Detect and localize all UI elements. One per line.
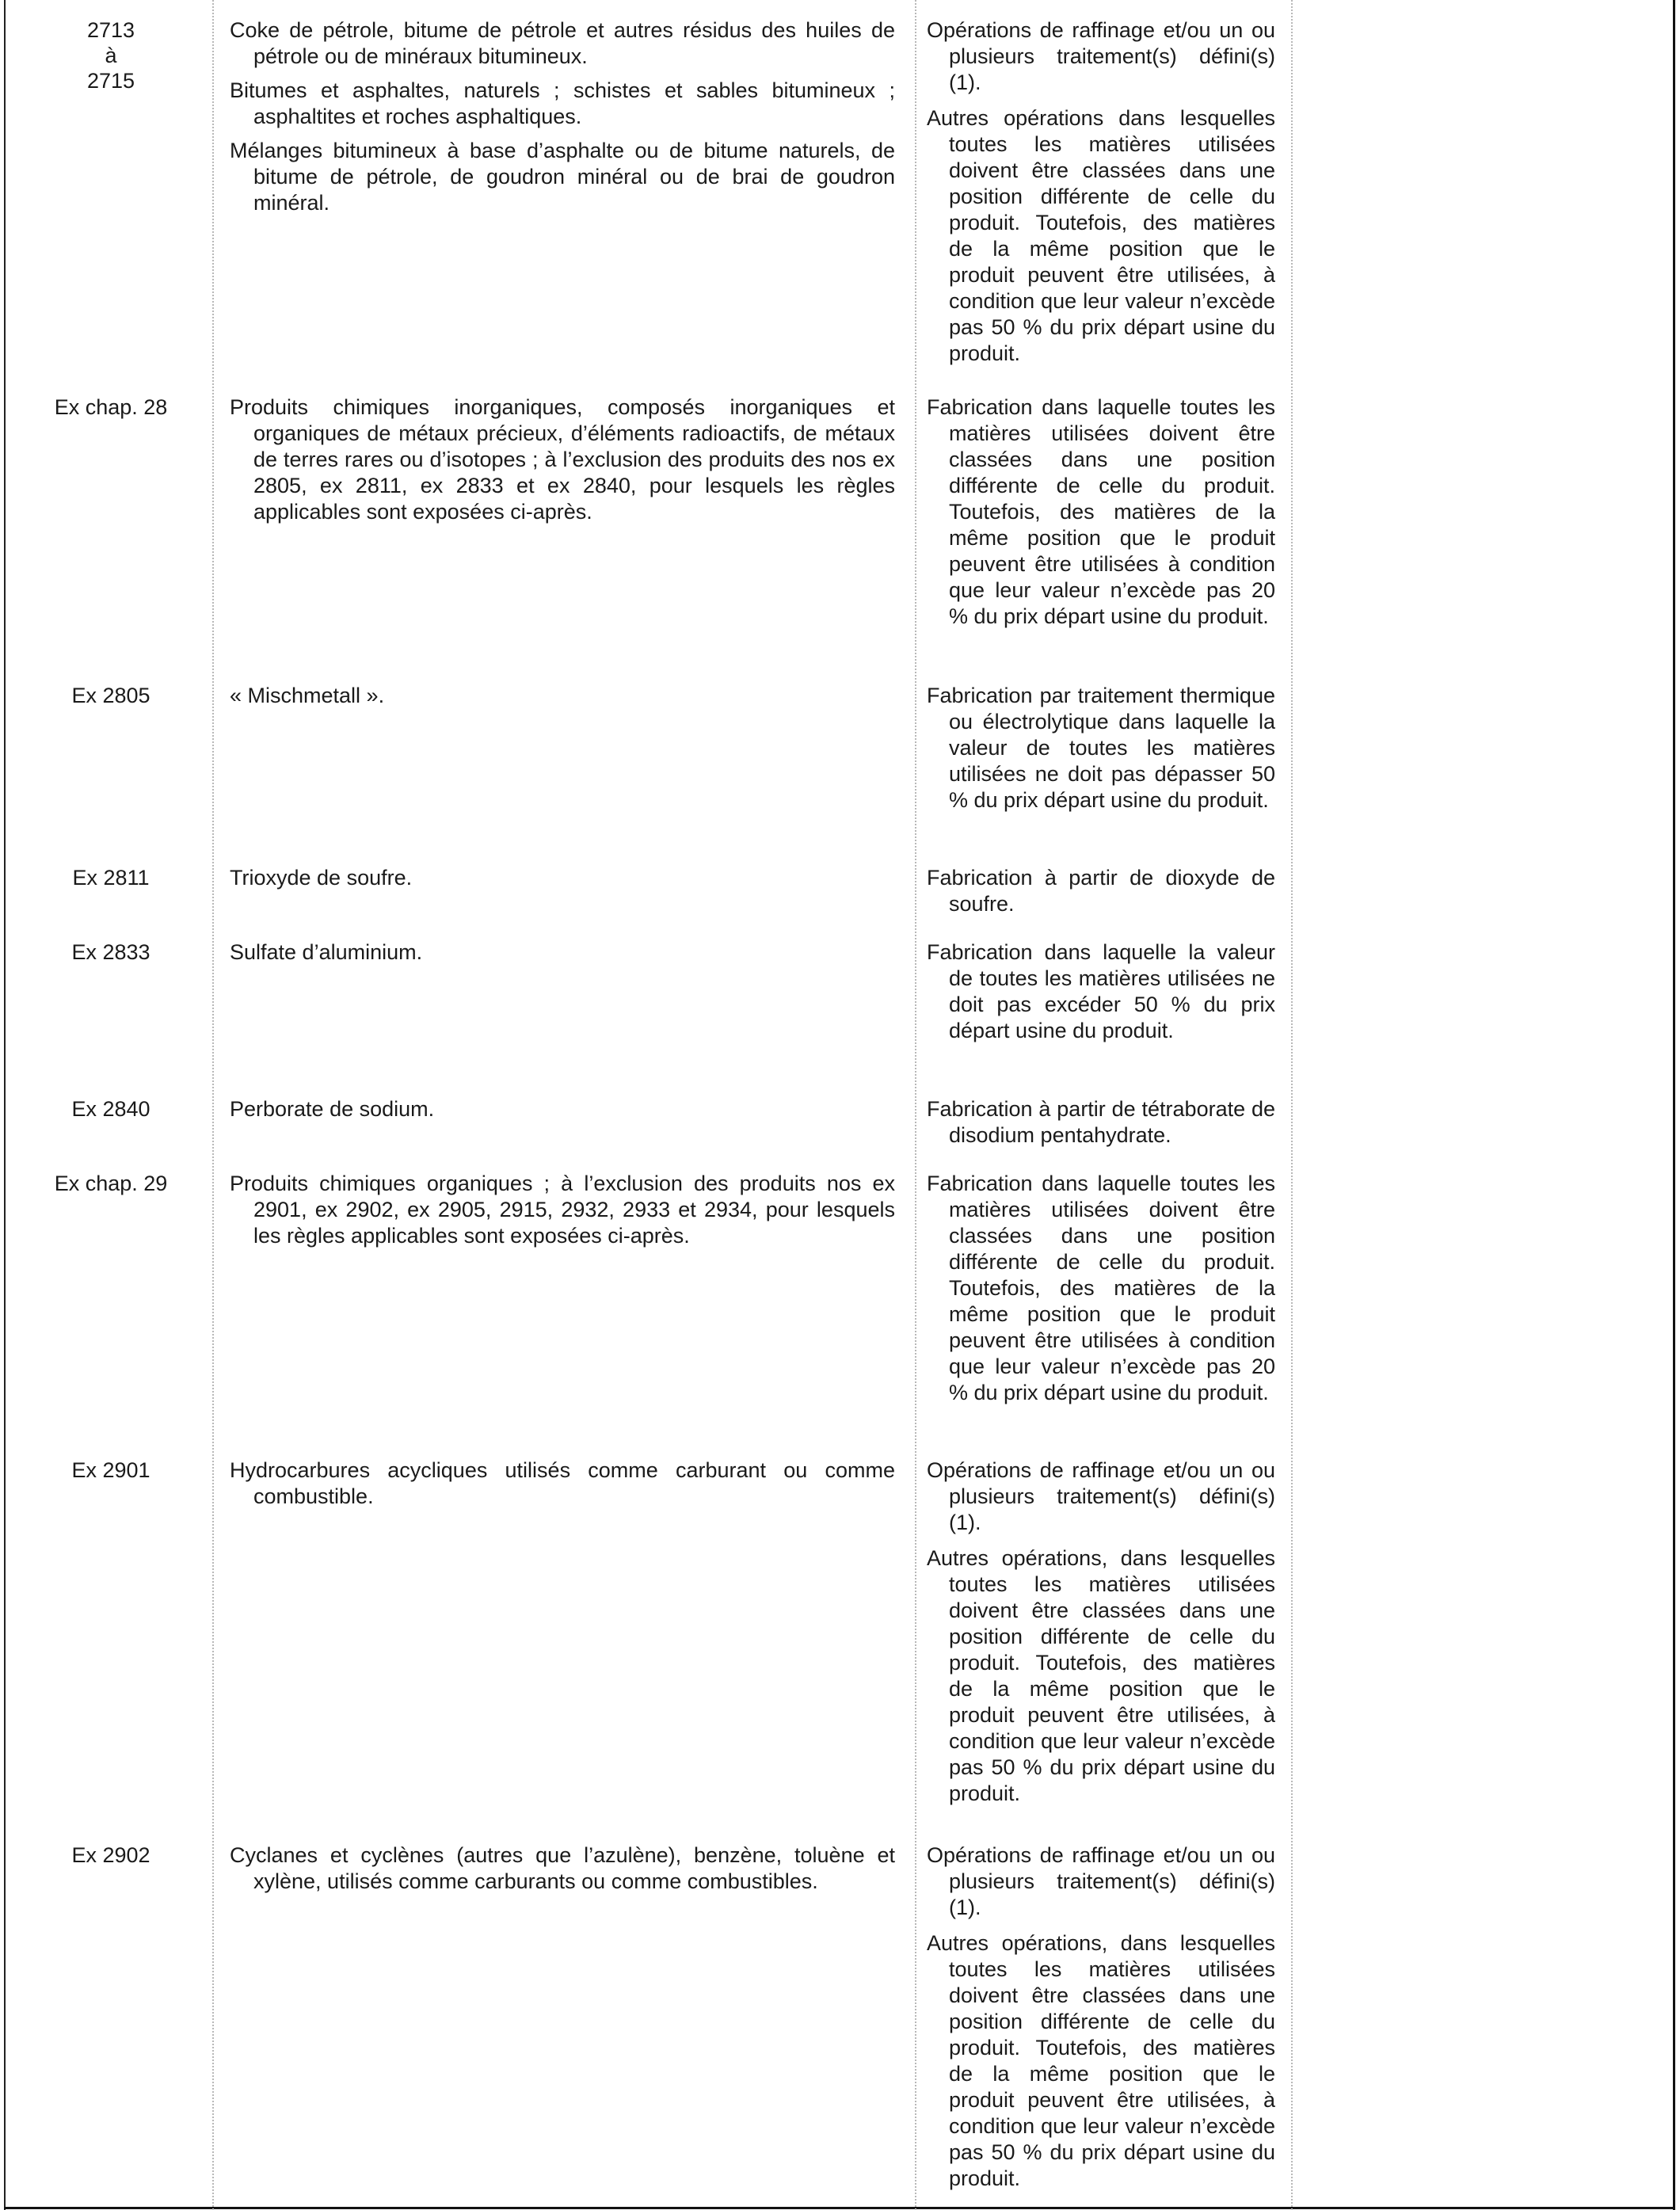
heading-code: Ex 2840: [71, 1097, 150, 1121]
processing-rule: [927, 1842, 1275, 2201]
rule-paragraph: Opérations de raffinage et/ou un ou plusieurs traitement(s) défini(s) (1).: [927, 18, 1275, 94]
heading-code: Ex 2811: [72, 866, 150, 890]
processing-rule: [927, 939, 1275, 1054]
heading-code: Ex chap. 28: [54, 395, 168, 419]
product-description: [230, 1096, 895, 1130]
description-paragraph: Bitumes et asphaltes, naturels ; schistes et sables bitumineux ; asphaltites et roches asphaltiques.: [230, 78, 895, 128]
rule-paragraph: Fabrication à partir de tétraborate de disodium pentahydrate.: [927, 1097, 1275, 1147]
right-border-rule: [1673, 0, 1675, 2210]
rule-paragraph: Autres opérations, dans lesquelles toutes les matières utilisées doivent être classées dans une position différente de celle du produit. Toutefois, des matières de la même position que le produit peuvent être utilisées, à condition que leur valeur n’excède pas 50 % du prix départ usine du produit.: [927, 1931, 1275, 2190]
processing-rule: [927, 865, 1275, 927]
description-paragraph: « Mischmetall ».: [230, 684, 385, 707]
description-paragraph: Mélanges bitumineux à base d’asphalte ou de bitume naturels, de bitume de pétrole, de goudron minéral ou de brai de goudron minéral.: [230, 139, 895, 215]
product-description: [230, 865, 895, 899]
description-paragraph: Trioxyde de soufre.: [230, 866, 413, 890]
rule-paragraph: Fabrication par traitement thermique ou électrolytique dans laquelle la valeur de toutes les matières utilisées ne doit pas dépasser 50 % du prix départ usine du produit.: [927, 684, 1275, 812]
heading-code: Ex 2833: [71, 940, 150, 964]
description-paragraph: Coke de pétrole, bitume de pétrole et autres résidus des huiles de pétrole ou de minéraux bitumineux.: [230, 18, 895, 68]
product-description: [230, 1171, 895, 1257]
column-divider-rule: [1291, 0, 1293, 2210]
rule-paragraph: Fabrication dans laquelle toutes les matières utilisées doivent être classées dans une position différente de celle du produit. Toutefois, des matières de la même position que le produit peuvent être utilisées à condition que leur valeur n’excède pas 20 % du prix départ usine du produit.: [927, 1172, 1275, 1404]
heading-code: Ex 2805: [71, 684, 150, 707]
rule-paragraph: Fabrication à partir de dioxyde de soufre.: [927, 866, 1275, 916]
rule-paragraph: Autres opérations, dans lesquelles toutes les matières utilisées doivent être classées dans une position différente de celle du produit. Toutefois, des matières de la même position que le produit peuvent être utilisées, à condition que leur valeur n’excède pas 50 % du prix départ usine du produit.: [927, 1546, 1275, 1805]
rule-paragraph: Opérations de raffinage et/ou un ou plusieurs traitement(s) défini(s) (1).: [927, 1458, 1275, 1534]
description-paragraph: Produits chimiques inorganiques, composés inorganiques et organiques de métaux précieux, d’éléments radioactifs, de métaux de terres rares ou d’isotopes ; à l’exclusion des produits des nos ex 2805, ex 2811, ex 2833 et ex 2840, pour lesquels les règles applicables sont exposées ci-après.: [230, 395, 895, 524]
heading-code: 2713 à 2715: [86, 18, 135, 93]
bottom-border-rule: [4, 2207, 1675, 2209]
product-description: [230, 1457, 895, 1518]
description-paragraph: Cyclanes et cyclènes (autres que l’azulène), benzène, toluène et xylène, utilisés comme carburants ou comme combustibles.: [230, 1843, 895, 1893]
processing-rule: [927, 1457, 1275, 1816]
left-border-rule: [4, 0, 6, 2210]
processing-rule: [927, 17, 1275, 376]
column-divider-code: [212, 0, 214, 2210]
product-description: [230, 683, 895, 717]
heading-code: Ex 2902: [71, 1843, 150, 1867]
rule-paragraph: Autres opérations dans lesquelles toutes les matières utilisées doivent être classées dans une position différente de celle du produit. Toutefois, des matières de la même position que le produit peuvent être utilisées, à condition que leur valeur n’excède pas 50 % du prix départ usine du produit.: [927, 106, 1275, 365]
processing-rule: [927, 1096, 1275, 1158]
product-description: [230, 394, 895, 533]
description-paragraph: Produits chimiques organiques ; à l’exclusion des produits nos ex 2901, ex 2902, ex 2905, 2915, 2932, 2933 et 2934, pour lesquels les règles applicables sont exposées ci-après.: [230, 1172, 895, 1248]
product-description: [230, 17, 895, 224]
rule-paragraph: Opérations de raffinage et/ou un ou plusieurs traitement(s) défini(s) (1).: [927, 1843, 1275, 1919]
processing-rule: [927, 683, 1275, 823]
heading-code: Ex 2901: [71, 1458, 150, 1482]
column-divider-description: [915, 0, 916, 2210]
description-paragraph: Sulfate d’aluminium.: [230, 940, 423, 964]
description-paragraph: Perborate de sodium.: [230, 1097, 435, 1121]
rule-paragraph: Fabrication dans laquelle toutes les matières utilisées doivent être classées dans une position différente de celle du produit. Toutefois, des matières de la même position que le produit peuvent être utilisées à condition que leur valeur n’excède pas 20 % du prix départ usine du produit.: [927, 395, 1275, 628]
processing-rule: [927, 394, 1275, 639]
description-paragraph: Hydrocarbures acycliques utilisés comme carburant ou comme combustible.: [230, 1458, 895, 1508]
processing-rule: [927, 1171, 1275, 1416]
heading-code: Ex chap. 29: [54, 1172, 168, 1195]
product-description: [230, 939, 895, 974]
rule-paragraph: Fabrication dans laquelle la valeur de toutes les matières utilisées ne doit pas excéder 50 % du prix départ usine du produit.: [927, 940, 1275, 1042]
product-description: [230, 1842, 895, 1903]
